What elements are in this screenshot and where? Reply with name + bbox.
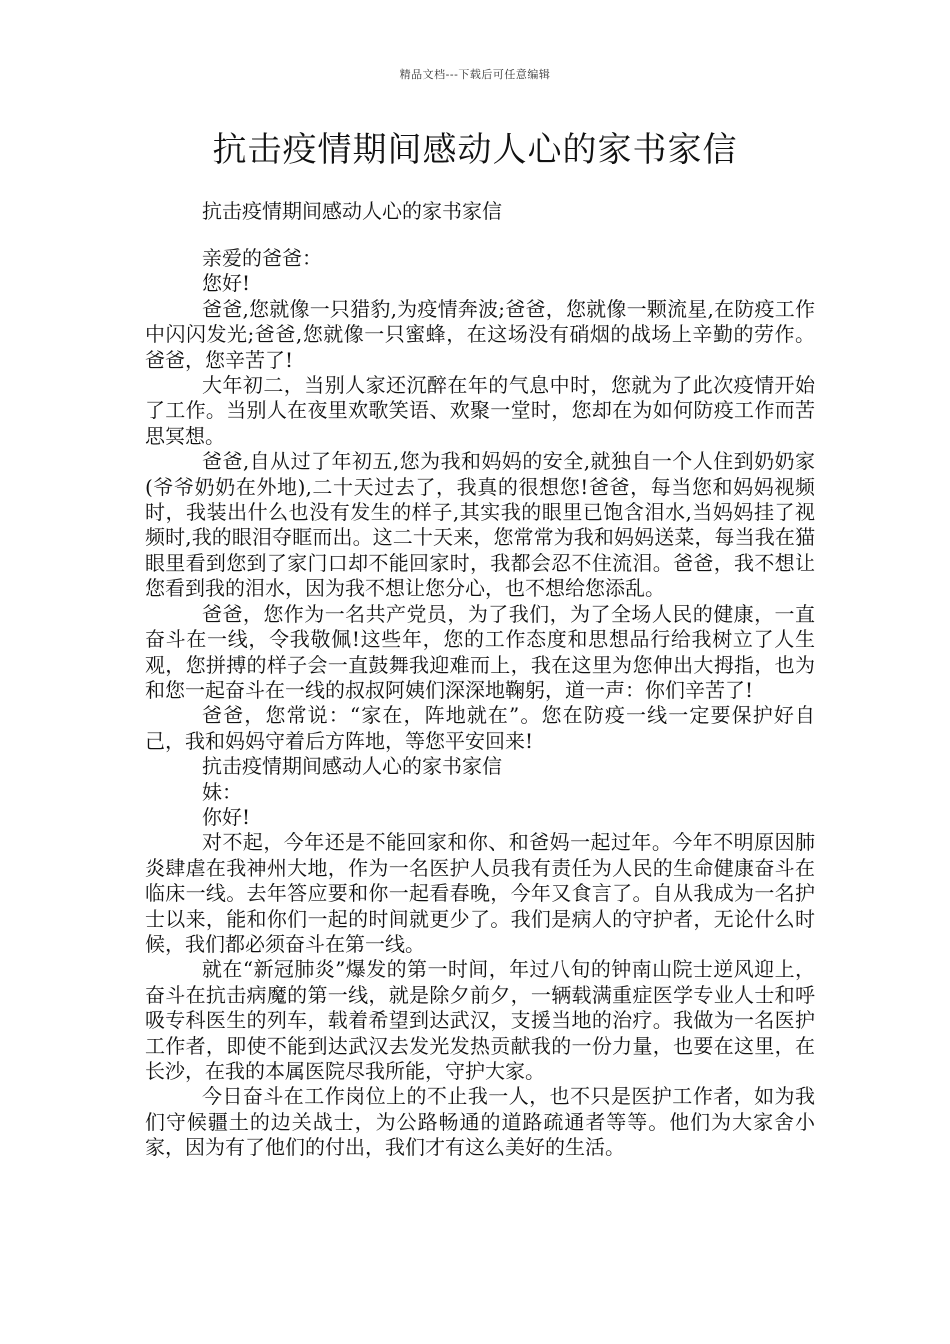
section-heading: 抗击疫情期间感动人心的家书家信 bbox=[202, 754, 502, 779]
paragraph: 爸爸，您常说：“家在，阵地就在”。您在防疫一线一定要保护好自己，我和妈妈守着后方阵地，等您平安回来! bbox=[145, 703, 815, 753]
letter-body bbox=[145, 246, 815, 1161]
greeting-father: 您好! bbox=[202, 271, 251, 296]
salutation-father: 亲爱的爸爸： bbox=[202, 246, 322, 270]
greeting-sister: 你好! bbox=[202, 804, 251, 829]
paragraph: 今日奋斗在工作岗位上的不止我一人，也不只是医护工作者，如为我们守候疆土的边关战士，为公路畅通的道路疏通者等等。他们为大家舍小家，因为有了他们的付出，我们才有这么美好的生活。 bbox=[145, 1084, 815, 1160]
document-subtitle: 抗击疫情期间感动人心的家书家信 bbox=[202, 199, 502, 223]
paragraph: 爸爸,您就像一只猎豹,为疫情奔波;爸爸，您就像一颗流星,在防疫工作中闪闪发光;爸爸,您就像一只蜜蜂，在这场没有硝烟的战场上辛勤的劳作。爸爸，您辛苦了! bbox=[145, 296, 815, 372]
paragraph: 对不起，今年还是不能回家和你、和爸妈一起过年。今年不明原因肺炎肆虐在我神州大地，作为一名医护人员我有责任为人民的生命健康奋斗在临床一线。去年答应要和你一起看春晚，今年又食言了。自从我成为一名护士以来，能和你们一起的时间就更少了。我们是病人的守护者，无论什么时候，我们都必须奋斗在第一线。 bbox=[145, 830, 815, 956]
paragraph: 爸爸，您作为一名共产党员，为了我们，为了全场人民的健康，一直奋斗在一线，令我敬佩!这些年，您的工作态度和思想品行给我树立了人生观，您拼搏的样子会一直鼓舞我迎难而上，我在这里为您伸出大拇指，也为和您一起奋斗在一线的叔叔阿姨们深深地鞠躬，道一声：你们辛苦了! bbox=[145, 601, 815, 702]
header-note: 精品文档---下载后可任意编辑 bbox=[399, 68, 551, 81]
paragraph: 大年初二，当别人家还沉醉在年的气息中时，您就为了此次疫情开始了工作。当别人在夜里欢歌笑语、欢聚一堂时，您却在为如何防疫工作而苦思冥想。 bbox=[145, 373, 815, 448]
salutation-sister: 妹： bbox=[202, 779, 242, 804]
paragraph: 就在“新冠肺炎”爆发的第一时间，年过八旬的钟南山院士逆风迎上，奋斗在抗击病魔的第一线，就是除夕前夕，一辆载满重症医学专业人士和呼吸专科医生的列车，载着希望到达武汉，支援当地的治疗。我做为一名医护工作者，即使不能到达武汉去发光发热贡献我的一份力量，也要在这里，在长沙，在我的本属医院尽我所能，守护大家。 bbox=[145, 957, 815, 1083]
document-title: 抗击疫情期间感动人心的家书家信 bbox=[212, 130, 738, 170]
paragraph: 爸爸,自从过了年初五,您为我和妈妈的安全,就独自一个人住到奶奶家(爷爷奶奶在外地),二十天过去了，我真的很想您!爸爸，每当您和妈妈视频时，我装出什么也没有发生的样子,其实我的眼里已饱含泪水,当妈妈挂了视频时,我的眼泪夺眶而出。这二十天来，您常常为我和妈妈送菜，每当我在猫眼里看到您到了家门口却不能回家时，我都会忍不住流泪。爸爸，我不想让您看到我的泪水，因为我不想让您分心，也不想给您添乱。 bbox=[145, 449, 815, 601]
